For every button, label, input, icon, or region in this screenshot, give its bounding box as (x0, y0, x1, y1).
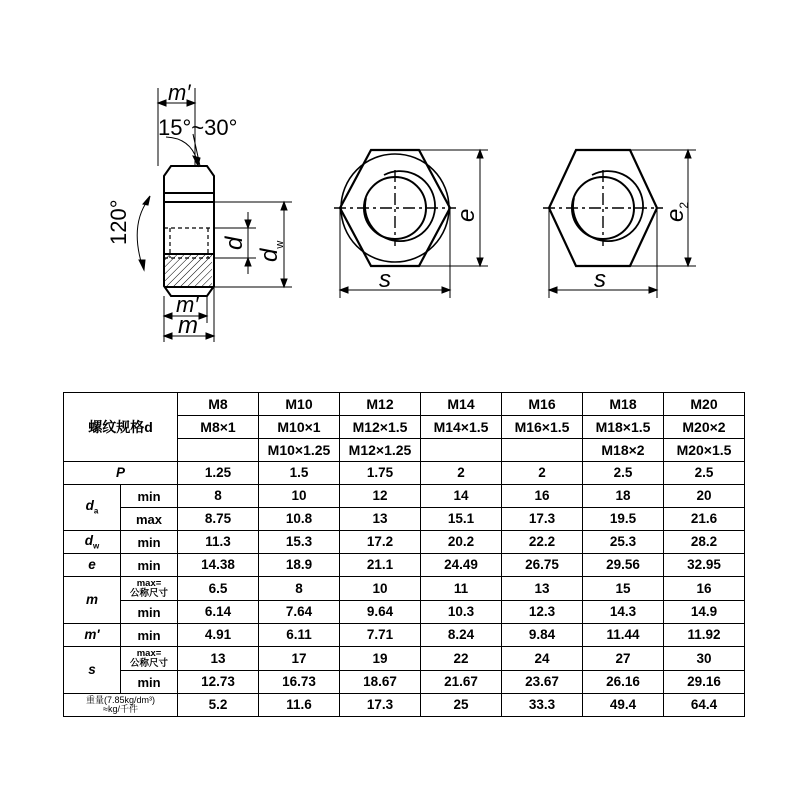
value-cell: 25.3 (583, 531, 664, 554)
value-cell: 6.5 (178, 577, 259, 601)
value-cell: 1.5 (259, 462, 340, 485)
size-cell: M8 (178, 393, 259, 416)
da-min-row (64, 485, 745, 508)
value-cell: 4.91 (178, 624, 259, 647)
size-cell: M20×1.5 (664, 439, 745, 462)
value-cell: 21.67 (421, 671, 502, 694)
value-cell: 16 (502, 485, 583, 508)
e-label: e (453, 208, 480, 222)
value-cell: 30 (664, 647, 745, 671)
e2-label: $e_2$ (662, 201, 691, 222)
value-cell: 32.95 (664, 554, 745, 577)
front-view-right (543, 150, 663, 266)
thread-spec-label: 螺纹规格d (88, 419, 153, 435)
value-cell: 64.4 (664, 694, 745, 717)
m-prime-row (64, 624, 745, 647)
d-label: d (221, 236, 248, 250)
value-cell: 14 (421, 485, 502, 508)
value-cell: 18 (583, 485, 664, 508)
da-max-row (64, 508, 745, 531)
value-cell: 8 (178, 485, 259, 508)
max-label: max (121, 508, 178, 531)
size-cell (502, 439, 583, 462)
e-label: e (64, 554, 121, 577)
size-cell: M16 (502, 393, 583, 416)
dw-label: $d_w$ (64, 531, 121, 554)
thread-section-hatch (165, 255, 212, 288)
size-cell: M14 (421, 393, 502, 416)
size-cell: M20 (664, 393, 745, 416)
m-label: m (64, 577, 121, 624)
value-cell: 22 (421, 647, 502, 671)
m-max-row (64, 577, 745, 601)
size-cell: M18×1.5 (583, 416, 664, 439)
value-cell: 17.3 (340, 694, 421, 717)
value-cell: 27 (583, 647, 664, 671)
value-cell: 24 (502, 647, 583, 671)
size-cell: M16×1.5 (502, 416, 583, 439)
value-cell: 11.44 (583, 624, 664, 647)
min-label: min (121, 671, 178, 694)
nut-technical-drawing (0, 0, 800, 360)
value-cell: 17 (259, 647, 340, 671)
value-cell: 13 (340, 508, 421, 531)
front-view-right-dimensions (549, 150, 696, 298)
size-cell: M12 (340, 393, 421, 416)
value-cell: 7.64 (259, 601, 340, 624)
s-min-row (64, 671, 745, 694)
min-label: min (121, 531, 178, 554)
size-cell: M20×2 (664, 416, 745, 439)
s-max-row (64, 647, 745, 671)
value-cell: 14.3 (583, 601, 664, 624)
size-cell: M8×1 (178, 416, 259, 439)
value-cell: 12.73 (178, 671, 259, 694)
dw-label: $d_w$ (256, 240, 286, 262)
value-cell: 18.9 (259, 554, 340, 577)
spec-table (63, 392, 745, 717)
value-cell: 19.5 (583, 508, 664, 531)
side-view (164, 166, 214, 296)
pitch-label: P (64, 462, 178, 485)
size-cell: M12×1.5 (340, 416, 421, 439)
value-cell: 14.38 (178, 554, 259, 577)
value-cell: 8 (259, 577, 340, 601)
value-cell: 20 (664, 485, 745, 508)
value-cell: 8.75 (178, 508, 259, 531)
value-cell: 10.3 (421, 601, 502, 624)
value-cell: 49.4 (583, 694, 664, 717)
dw-row (64, 531, 745, 554)
value-cell: 1.25 (178, 462, 259, 485)
min-label: min (121, 554, 178, 577)
size-cell: M14×1.5 (421, 416, 502, 439)
value-cell: 28.2 (664, 531, 745, 554)
front-view-left (334, 150, 456, 266)
value-cell: 17.3 (502, 508, 583, 531)
value-cell: 2 (421, 462, 502, 485)
value-cell: 5.2 (178, 694, 259, 717)
m-prime-bottom-label: m′ (176, 292, 199, 317)
value-cell: 11.6 (259, 694, 340, 717)
size-cell: M18 (583, 393, 664, 416)
s-left-label: s (379, 266, 391, 293)
value-cell: 11.3 (178, 531, 259, 554)
value-cell: 10 (340, 577, 421, 601)
da-label: $d_a$ (64, 485, 121, 531)
m-prime-label: m′ (64, 624, 121, 647)
size-cell: M10×1 (259, 416, 340, 439)
value-cell: 9.64 (340, 601, 421, 624)
size-cell: M18×2 (583, 439, 664, 462)
value-cell: 24.49 (421, 554, 502, 577)
value-cell: 13 (502, 577, 583, 601)
value-cell: 1.75 (340, 462, 421, 485)
value-cell: 22.2 (502, 531, 583, 554)
min-label: min (121, 485, 178, 508)
value-cell: 33.3 (502, 694, 583, 717)
angle-120-label: 120° (106, 199, 131, 245)
e-row (64, 554, 745, 577)
value-cell: 25 (421, 694, 502, 717)
size-cell: M12×1.25 (340, 439, 421, 462)
max-nominal-label: max= 公称尺寸 (121, 647, 178, 671)
value-cell: 20.2 (421, 531, 502, 554)
chamfer-angle-label: 15°~30° (158, 115, 238, 140)
s-right-label: s (594, 266, 606, 293)
value-cell: 15.3 (259, 531, 340, 554)
value-cell: 2.5 (664, 462, 745, 485)
value-cell: 15 (583, 577, 664, 601)
m-min-row (64, 601, 745, 624)
value-cell: 9.84 (502, 624, 583, 647)
value-cell: 13 (178, 647, 259, 671)
size-cell (178, 439, 259, 462)
front-view-left-dimensions (340, 150, 488, 298)
size-cell: M10×1.25 (259, 439, 340, 462)
value-cell: 11.92 (664, 624, 745, 647)
value-cell: 10 (259, 485, 340, 508)
value-cell: 26.75 (502, 554, 583, 577)
value-cell: 2 (502, 462, 583, 485)
max-nominal-label: max= 公称尺寸 (121, 577, 178, 601)
value-cell: 10.8 (259, 508, 340, 531)
value-cell: 17.2 (340, 531, 421, 554)
size-cell: M10 (259, 393, 340, 416)
size-row-1 (64, 393, 745, 416)
pitch-row (64, 462, 745, 485)
min-label: min (121, 601, 178, 624)
value-cell: 15.1 (421, 508, 502, 531)
value-cell: 16.73 (259, 671, 340, 694)
value-cell: 6.14 (178, 601, 259, 624)
value-cell: 11 (421, 577, 502, 601)
value-cell: 16 (664, 577, 745, 601)
value-cell: 6.11 (259, 624, 340, 647)
value-cell: 29.16 (664, 671, 745, 694)
value-cell: 8.24 (421, 624, 502, 647)
value-cell: 29.56 (583, 554, 664, 577)
s-label: s (64, 647, 121, 694)
value-cell: 18.67 (340, 671, 421, 694)
value-cell: 14.9 (664, 601, 745, 624)
value-cell: 2.5 (583, 462, 664, 485)
value-cell: 7.71 (340, 624, 421, 647)
value-cell: 21.1 (340, 554, 421, 577)
value-cell: 12 (340, 485, 421, 508)
value-cell: 26.16 (583, 671, 664, 694)
value-cell: 12.3 (502, 601, 583, 624)
min-label: min (121, 624, 178, 647)
m-prime-top-label: m′ (168, 80, 191, 105)
m-bottom-label: m (178, 312, 198, 339)
thread-spec-header (64, 393, 178, 462)
weight-label: 重量(7.85kg/dm³) ≈kg/千件 (64, 694, 178, 717)
value-cell: 19 (340, 647, 421, 671)
size-cell (421, 439, 502, 462)
value-cell: 21.6 (664, 508, 745, 531)
value-cell: 23.67 (502, 671, 583, 694)
weight-row (64, 694, 745, 717)
